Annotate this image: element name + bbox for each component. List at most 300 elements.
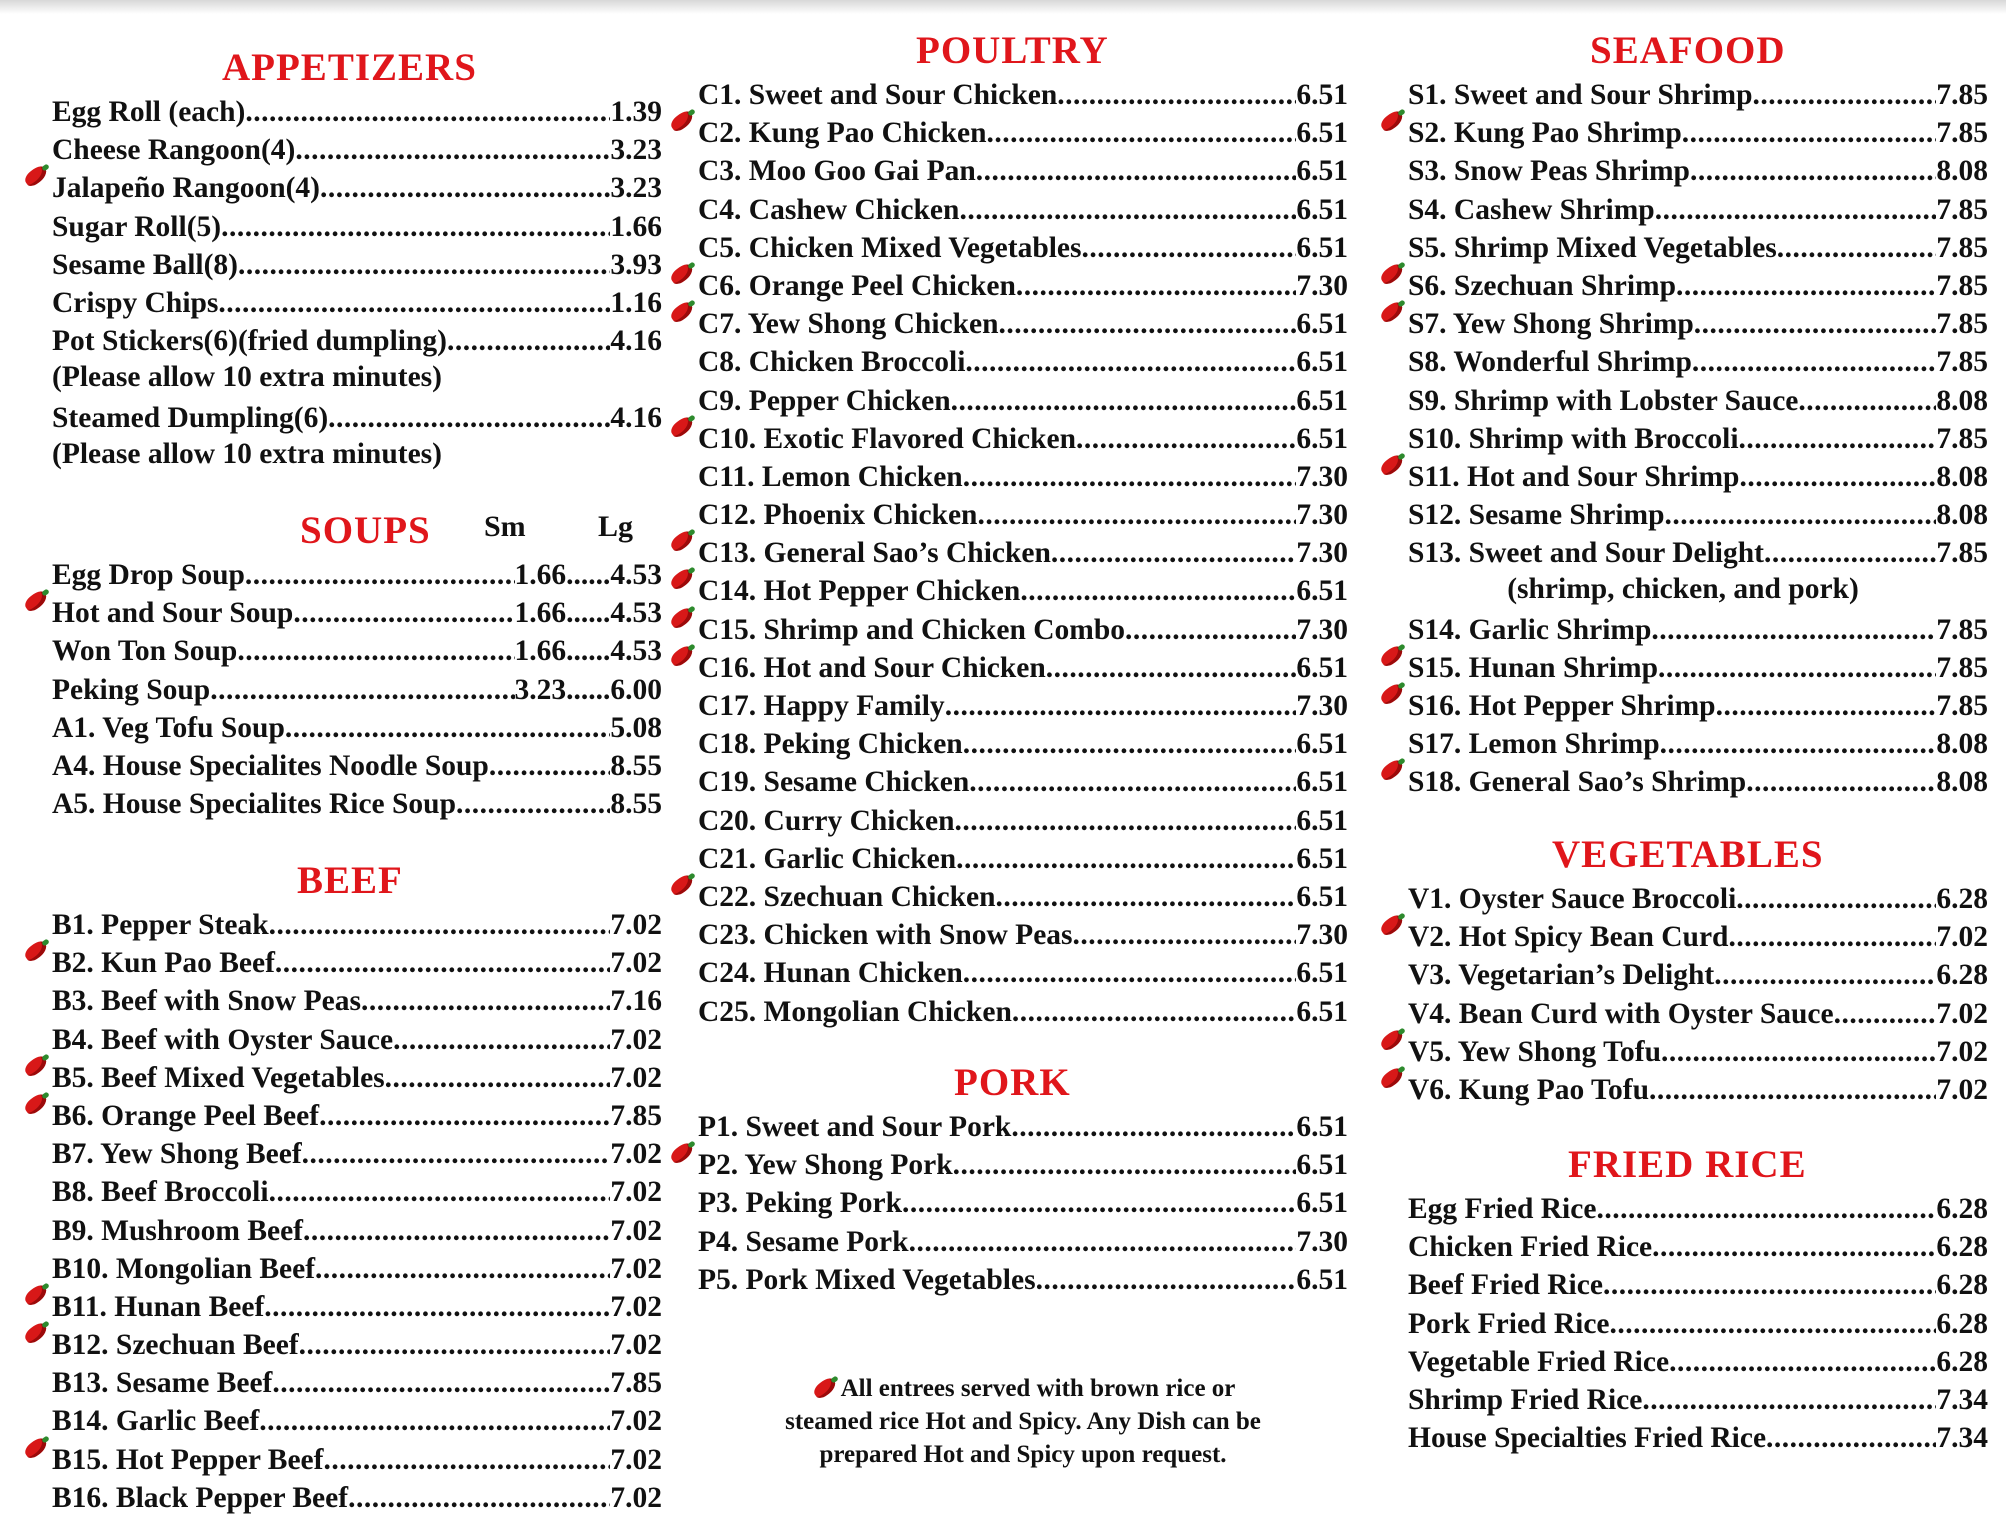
menu-item-name: S13. Sweet and Sour Delight — [1408, 537, 1764, 570]
menu-item-price: 1.39 — [610, 96, 662, 128]
hot-pepper-icon — [1378, 265, 1408, 295]
menu-item — [668, 150, 1348, 188]
menu-item-name: Pork Fried Rice — [1408, 1307, 1610, 1340]
menu-item — [668, 418, 1348, 456]
dot-leader — [245, 556, 515, 594]
dot-leader — [221, 208, 610, 246]
menu-item-price: 7.30 — [1296, 537, 1348, 570]
pepper-spacer — [1378, 993, 1408, 1023]
hot-pepper-icon — [1378, 685, 1408, 715]
dot-leader — [393, 1021, 610, 1059]
menu-item-price: 7.02 — [610, 1481, 662, 1514]
dot-leader — [1739, 420, 1937, 458]
dot-leader — [1057, 76, 1296, 114]
menu-item-name: S10. Shrimp with Broccoli — [1408, 422, 1739, 455]
pepper-spacer — [1378, 609, 1408, 639]
pepper-spacer — [668, 150, 698, 180]
hot-pepper-icon — [668, 570, 698, 600]
section-title-beef: BEEF — [297, 859, 403, 902]
menu-item-name: Cheese Rangoon(4) — [52, 134, 296, 167]
menu-item — [22, 1210, 662, 1248]
menu-item — [1378, 112, 1988, 150]
dot-leader — [1073, 916, 1297, 954]
menu-item-price: 7.02 — [1936, 1035, 1988, 1068]
dot-leader — [385, 1059, 611, 1097]
menu-item-name: P3. Peking Pork — [698, 1187, 903, 1220]
menu-item-name: C11. Lemon Chicken — [698, 460, 963, 493]
pepper-spacer — [22, 707, 52, 737]
hot-pepper-icon — [1378, 1031, 1408, 1061]
menu-item — [22, 554, 662, 592]
pepper-spacer — [668, 456, 698, 486]
menu-item-name: C20. Curry Chicken — [698, 804, 955, 837]
menu-item — [1378, 1226, 1988, 1264]
menu-item-name: S1. Sweet and Sour Shrimp — [1408, 79, 1753, 111]
menu-item — [22, 282, 662, 320]
menu-item-name: B1. Pepper Steak — [52, 909, 269, 941]
hot-pepper-icon — [668, 112, 698, 142]
menu-item-price: 6.51 — [1296, 117, 1348, 150]
menu-item-price: 7.85 — [1936, 651, 1988, 684]
pepper-spacer — [22, 1171, 52, 1201]
pepper-spacer — [668, 189, 698, 219]
dot-leader — [1658, 649, 1936, 687]
menu-item — [1378, 189, 1988, 227]
menu-item-price: 3.23 — [610, 134, 662, 167]
dot-leader — [299, 1326, 611, 1364]
menu-item-price: 7.85 — [610, 1099, 662, 1132]
pepper-spacer — [22, 244, 52, 274]
menu-item-price: 1.16 — [610, 286, 662, 319]
menu-item-price: 7.02 — [610, 1138, 662, 1171]
menu-item — [1378, 532, 1988, 570]
menu-item-price: 6.28 — [1936, 1193, 1988, 1225]
dot-leader — [1690, 152, 1936, 190]
menu-item — [1378, 1188, 1988, 1226]
menu-item-name: Chicken Fried Rice — [1408, 1231, 1653, 1264]
footnote-line-1 — [718, 1372, 1328, 1405]
pepper-spacer — [1378, 494, 1408, 524]
dot-leader — [1682, 114, 1937, 152]
menu-item-name: V3. Vegetarian’s Delight — [1408, 959, 1715, 992]
menu-item-price: 7.85 — [1936, 231, 1988, 264]
menu-item-name: C5. Chicken Mixed Vegetables — [698, 231, 1082, 264]
menu-item-name: S3. Snow Peas Shrimp — [1408, 155, 1690, 188]
menu-item — [22, 320, 662, 358]
item-note: (Please allow 10 extra minutes) — [52, 437, 442, 470]
menu-item — [22, 942, 662, 980]
menu-item-price: 7.02 — [1936, 997, 1988, 1030]
hot-pepper-icon — [22, 592, 52, 622]
menu-item-name: C16. Hot and Sour Chicken — [698, 651, 1046, 684]
menu-item — [668, 1221, 1348, 1259]
menu-item-price: 6.51 — [1296, 1111, 1348, 1143]
section-title-poultry: POULTRY — [916, 29, 1109, 72]
menu-item — [1378, 1417, 1988, 1455]
hot-pepper-icon — [22, 1286, 52, 1316]
menu-item-name: Hot and Sour Soup — [52, 597, 294, 630]
soups-header — [22, 508, 662, 554]
pork-list — [668, 1106, 1348, 1297]
fried-rice-list — [1378, 1188, 1988, 1455]
pepper-spacer — [22, 904, 52, 934]
menu-item-name: Egg Fried Rice — [1408, 1193, 1597, 1225]
dot-leader — [969, 763, 1296, 801]
menu-item-name: B5. Beef Mixed Vegetables — [52, 1061, 385, 1094]
menu-item-name: P1. Sweet and Sour Pork — [698, 1111, 1012, 1143]
dot-leader — [447, 322, 610, 360]
hot-pepper-icon — [668, 609, 698, 639]
hot-pepper-icon — [22, 1057, 52, 1087]
menu-item-price: 4.16 — [610, 401, 662, 434]
menu-item — [1378, 227, 1988, 265]
dot-leader — [999, 305, 1297, 343]
menu-item-name: S2. Kung Pao Shrimp — [1408, 117, 1682, 150]
menu-item-name: S6. Szechuan Shrimp — [1408, 269, 1677, 302]
pepper-spacer — [22, 206, 52, 236]
menu-item-name: Sugar Roll(5) — [52, 210, 222, 243]
dot-leader — [1610, 1305, 1937, 1343]
dot-leader — [1798, 382, 1936, 420]
menu-item — [668, 1144, 1348, 1182]
menu-item-name: B15. Hot Pepper Beef — [52, 1443, 324, 1476]
dot-leader — [1649, 1071, 1936, 1109]
menu-item-name: P4. Sesame Pork — [698, 1225, 909, 1258]
menu-item-name: S4. Cashew Shrimp — [1408, 193, 1655, 226]
menu-item — [668, 303, 1348, 341]
dot-leader — [1660, 725, 1937, 763]
dot-leader — [1082, 229, 1297, 267]
menu-item-price: 7.02 — [610, 947, 662, 980]
menu-item-name: S18. General Sao’s Shrimp — [1408, 766, 1747, 799]
menu-item-name: C22. Szechuan Chicken — [698, 880, 996, 913]
dot-leader — [1596, 1190, 1936, 1228]
menu-item-name: B14. Garlic Beef — [52, 1405, 260, 1438]
seafood-list — [1378, 74, 1988, 800]
dot-leader — [1661, 1033, 1936, 1071]
pepper-spacer — [22, 1019, 52, 1049]
section-title-pork: PORK — [954, 1061, 1071, 1104]
footnote-line-2: steamed rice Hot and Spicy. Any Dish can be — [785, 1408, 1261, 1435]
hot-pepper-icon — [1378, 916, 1408, 946]
menu-item-price: 5.08 — [610, 711, 662, 744]
pepper-spacer — [668, 914, 698, 944]
dot-leader — [956, 840, 1296, 878]
menu-item-name: C3. Moo Goo Gai Pan — [698, 155, 976, 188]
menu-item-price: 7.85 — [1936, 346, 1988, 379]
pepper-spacer — [668, 991, 698, 1021]
dot-leader — [953, 1146, 1297, 1184]
pepper-spacer — [1378, 1303, 1408, 1333]
menu-item-name: B12. Szechuan Beef — [52, 1329, 299, 1362]
dot-leader — [902, 1184, 1296, 1222]
menu-item-price: 7.02 — [610, 1176, 662, 1209]
hot-pepper-icon — [1378, 112, 1408, 142]
menu-item — [1378, 685, 1988, 723]
menu-item-name: B13. Sesame Beef — [52, 1367, 273, 1400]
menu-item — [22, 1133, 662, 1171]
pepper-spacer — [668, 1221, 698, 1251]
dot-leader — [954, 802, 1296, 840]
menu-item-name: V6. Kung Pao Tofu — [1408, 1073, 1649, 1106]
menu-item — [668, 1259, 1348, 1297]
menu-item-price: 7.02 — [610, 1023, 662, 1056]
pepper-spacer — [668, 380, 698, 410]
menu-item-price: 7.30 — [1296, 690, 1348, 722]
menu-item — [1378, 761, 1988, 799]
menu-item — [1378, 380, 1988, 418]
menu-item-price: 7.02 — [1936, 921, 1988, 954]
menu-item — [668, 456, 1348, 494]
dot-leader — [237, 632, 514, 670]
menu-item-price: 6.51 — [1296, 155, 1348, 188]
pepper-spacer — [22, 282, 52, 312]
menu-item — [22, 1171, 662, 1209]
dot-leader — [1012, 993, 1296, 1031]
menu-item-price: 1.66......4.53 — [514, 597, 662, 630]
hot-pepper-icon — [1378, 761, 1408, 791]
pepper-spacer — [1378, 150, 1408, 180]
menu-item-name: S17. Lemon Shrimp — [1408, 728, 1660, 761]
dot-leader — [218, 284, 610, 322]
dot-leader — [269, 1173, 611, 1211]
pepper-spacer — [22, 1362, 52, 1392]
pepper-spacer — [1378, 227, 1408, 257]
section-title-fried-rice: FRIED RICE — [1568, 1143, 1807, 1186]
menu-item-name: B2. Kun Pao Beef — [52, 947, 275, 980]
menu-item — [1378, 916, 1988, 954]
dot-leader — [303, 1212, 610, 1250]
dot-leader — [456, 785, 610, 823]
pepper-spacer — [668, 74, 698, 104]
dot-leader — [269, 906, 611, 944]
menu-item — [668, 1106, 1348, 1144]
dot-leader — [1016, 267, 1296, 305]
dot-leader — [1655, 191, 1937, 229]
pepper-spacer — [22, 745, 52, 775]
dot-leader — [295, 131, 610, 169]
section-soups — [22, 508, 662, 821]
menu-item — [668, 189, 1348, 227]
menu-item-name: C25. Mongolian Chicken — [698, 995, 1012, 1028]
menu-item-price: 7.02 — [610, 1443, 662, 1476]
menu-item-price: 6.51 — [1296, 231, 1348, 264]
menu-item-name: S16. Hot Pepper Shrimp — [1408, 690, 1716, 722]
menu-item-name: Sesame Ball(8) — [52, 248, 238, 281]
menu-item-price: 7.16 — [610, 985, 662, 1018]
soups-col-large: Lg — [598, 510, 634, 543]
menu-item-name: S11. Hot and Sour Shrimp — [1408, 460, 1740, 493]
menu-item-price: 6.28 — [1936, 1345, 1988, 1378]
dot-leader — [1764, 534, 1936, 572]
menu-item-name: S9. Shrimp with Lobster Sauce — [1408, 384, 1799, 417]
menu-item-name: A4. House Specialites Noodle Soup — [52, 749, 489, 782]
menu-item-price: 6.28 — [1936, 883, 1988, 915]
menu-item-price: 3.23......6.00 — [514, 673, 662, 706]
footnote — [718, 1372, 1328, 1471]
menu-item-price: 7.85 — [1936, 690, 1988, 722]
menu-item-name: House Specialties Fried Rice — [1408, 1422, 1767, 1455]
menu-item — [22, 1400, 662, 1438]
menu-item-price: 8.08 — [1936, 499, 1988, 532]
menu-item-name: Won Ton Soup — [52, 635, 238, 668]
menu-item — [668, 609, 1348, 647]
appetizers-list — [22, 91, 662, 473]
menu-item — [668, 1182, 1348, 1220]
section-poultry — [668, 28, 1348, 1029]
menu-item-price: 6.51 — [1296, 1149, 1348, 1182]
menu-item-price: 7.02 — [610, 1061, 662, 1094]
hot-pepper-icon — [668, 418, 698, 448]
menu-item-name: B7. Yew Shong Beef — [52, 1138, 302, 1171]
menu-item-name: C7. Yew Shong Chicken — [698, 308, 999, 341]
menu-item-name: B9. Mushroom Beef — [52, 1214, 304, 1247]
hot-pepper-icon — [668, 532, 698, 562]
menu-item — [1378, 647, 1988, 685]
section-title-seafood: SEAFOOD — [1590, 29, 1786, 72]
pepper-spacer — [22, 630, 52, 660]
menu-item — [1378, 878, 1988, 916]
menu-item-price: 8.55 — [610, 749, 662, 782]
pepper-spacer — [22, 669, 52, 699]
menu-item — [1378, 303, 1988, 341]
pepper-spacer — [668, 838, 698, 868]
menu-item — [1378, 1341, 1988, 1379]
menu-item — [1378, 150, 1988, 188]
menu-item-name: C14. Hot Pepper Chicken — [698, 575, 1021, 608]
menu-item-price: 6.28 — [1936, 1269, 1988, 1302]
pepper-spacer — [668, 1106, 698, 1136]
menu-item — [22, 1057, 662, 1095]
dot-leader — [1020, 572, 1296, 610]
pepper-spacer — [1378, 1379, 1408, 1409]
pepper-spacer — [1378, 74, 1408, 104]
dot-leader — [1669, 1343, 1936, 1381]
pepper-spacer — [22, 1477, 52, 1507]
menu-item — [22, 244, 662, 282]
dot-leader — [909, 1223, 1297, 1261]
beef-list — [22, 904, 662, 1515]
menu-item — [668, 761, 1348, 799]
dot-leader — [1046, 649, 1297, 687]
menu-item-price: 6.28 — [1936, 1307, 1988, 1340]
menu-item-price: 7.02 — [1936, 1073, 1988, 1106]
hot-pepper-icon — [668, 876, 698, 906]
menu-item-name: S12. Sesame Shrimp — [1408, 499, 1665, 532]
section-title-vegetables: VEGETABLES — [1552, 833, 1824, 876]
dot-leader — [1753, 76, 1937, 114]
hot-pepper-icon — [22, 1439, 52, 1469]
dot-leader — [245, 93, 610, 131]
dot-leader — [1051, 534, 1296, 572]
menu-item — [22, 167, 662, 205]
menu-item-name: B8. Beef Broccoli — [52, 1176, 269, 1209]
menu-item-price: 7.85 — [1936, 117, 1988, 150]
menu-item-name: C10. Exotic Flavored Chicken — [698, 422, 1077, 455]
dot-leader — [965, 343, 1296, 381]
menu-item-price: 1.66......4.53 — [514, 635, 662, 668]
menu-item-price: 7.30 — [1296, 460, 1348, 493]
menu-item — [668, 914, 1348, 952]
pepper-spacer — [668, 723, 698, 753]
menu-item-name: C15. Shrimp and Chicken Combo — [698, 613, 1126, 646]
dot-leader — [1739, 458, 1936, 496]
dot-leader — [348, 1479, 610, 1517]
menu-item-name: B16. Black Pepper Beef — [52, 1481, 349, 1514]
dot-leader — [1694, 305, 1937, 343]
pepper-spacer — [22, 91, 52, 121]
menu-item-name: Beef Fried Rice — [1408, 1269, 1603, 1302]
pepper-spacer — [22, 397, 52, 427]
menu-item-price: 6.51 — [1296, 346, 1348, 379]
dot-leader — [1011, 1108, 1296, 1146]
menu-item — [668, 265, 1348, 303]
menu-item-name: C4. Cashew Chicken — [698, 193, 960, 226]
menu-item-price: 6.51 — [1296, 728, 1348, 761]
menu-item — [1378, 494, 1988, 532]
pepper-spacer — [668, 1259, 698, 1289]
menu-item-price: 6.28 — [1936, 1231, 1988, 1264]
dot-leader — [361, 982, 610, 1020]
menu-item — [1378, 456, 1988, 494]
pepper-spacer — [668, 952, 698, 982]
menu-item — [668, 647, 1348, 685]
dot-leader — [1714, 956, 1936, 994]
dot-leader — [951, 382, 1297, 420]
menu-item-name: C24. Hunan Chicken — [698, 957, 963, 990]
dot-leader — [1716, 687, 1937, 725]
menu-item — [668, 494, 1348, 532]
menu-item-name: C8. Chicken Broccoli — [698, 346, 966, 379]
footnote-text-1: All entrees served with brown rice or — [840, 1375, 1236, 1402]
pepper-spacer — [668, 494, 698, 524]
menu-item-price: 6.51 — [1296, 842, 1348, 875]
menu-item-price: 7.30 — [1296, 919, 1348, 952]
poultry-list — [668, 74, 1348, 1029]
section-seafood — [1378, 28, 1988, 800]
menu-item-price: 7.85 — [1936, 269, 1988, 302]
menu-item-name: A1. Veg Tofu Soup — [52, 711, 285, 744]
menu-item-price: 6.51 — [1296, 79, 1348, 111]
dot-leader — [238, 246, 610, 284]
hot-pepper-icon — [1378, 1069, 1408, 1099]
section-pork — [668, 1060, 1348, 1297]
menu-item-price: 7.02 — [610, 1290, 662, 1323]
pepper-spacer — [22, 1248, 52, 1278]
menu-item-name: A5. House Specialites Rice Soup — [52, 788, 456, 821]
pepper-spacer — [1378, 723, 1408, 753]
menu-item — [668, 876, 1348, 914]
menu-item-price: 7.02 — [610, 1329, 662, 1362]
menu-item-name: Peking Soup — [52, 673, 211, 706]
dot-leader — [1834, 995, 1937, 1033]
dot-leader — [264, 1288, 610, 1326]
menu-item — [668, 838, 1348, 876]
dot-leader — [285, 709, 611, 747]
menu-item-price: 7.85 — [1936, 193, 1988, 226]
dot-leader — [1746, 763, 1936, 801]
menu-item-price: 6.51 — [1296, 651, 1348, 684]
pepper-spacer — [1378, 341, 1408, 371]
pepper-spacer — [1378, 380, 1408, 410]
dot-leader — [259, 1402, 610, 1440]
section-beef — [22, 858, 662, 1515]
menu-item — [668, 991, 1348, 1029]
menu-item-price: 7.30 — [1296, 1225, 1348, 1258]
menu-item-name: C6. Orange Peel Chicken — [698, 269, 1016, 302]
menu-item — [22, 1362, 662, 1400]
pepper-spacer — [22, 1133, 52, 1163]
